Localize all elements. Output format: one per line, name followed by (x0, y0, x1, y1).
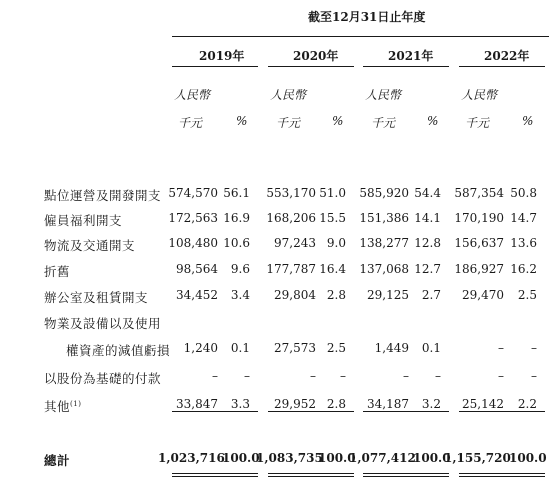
amount-cell: 186,927 (454, 262, 504, 276)
amount-cell: 1,240 (183, 341, 218, 355)
currency-2021: 人民幣 (365, 88, 402, 102)
year-2020: 2020年 (293, 49, 339, 63)
currency-2022: 人民幣 (461, 88, 498, 102)
total-double-rule-2019-b (172, 476, 258, 477)
amount-cell: 34,187 (367, 397, 409, 411)
percent-cell: 56.1 (223, 186, 250, 200)
amount-cell: 29,952 (274, 397, 316, 411)
row-label: 物業及設備以及使用 (44, 316, 162, 331)
amount-cell: 98,564 (176, 262, 218, 276)
total-amount-cell: 1,083,735 (256, 451, 323, 465)
amount-cell: 156,637 (454, 236, 504, 250)
percent-cell: 12.7 (414, 262, 441, 276)
amount-cell: – (212, 369, 218, 383)
amount-cell: 33,847 (176, 397, 218, 411)
amount-cell: 108,480 (168, 236, 218, 250)
percent-cell: 9.0 (326, 236, 346, 250)
percent-cell: 14.7 (510, 211, 537, 225)
amount-cell: – (498, 341, 504, 355)
total-percent-cell: 100.0 (413, 451, 451, 465)
pct-2020: % (332, 114, 344, 128)
total-percent-cell: 100.0 (222, 451, 260, 465)
currency-2020: 人民幣 (270, 88, 307, 102)
amount-cell: 34,452 (176, 288, 218, 302)
sum-rule-2019 (172, 411, 258, 412)
percent-cell: 51.0 (319, 186, 346, 200)
percent-cell: 16.2 (510, 262, 537, 276)
amount-cell: – (310, 369, 316, 383)
amount-cell: 553,170 (266, 186, 316, 200)
pct-2022: % (522, 114, 534, 128)
total-label: 總計 (44, 453, 71, 468)
amount-cell: 587,354 (454, 186, 504, 200)
total-amount-cell: 1,155,720 (444, 451, 511, 465)
amount-cell: 177,787 (266, 262, 316, 276)
percent-cell: 3.3 (230, 397, 250, 411)
percent-cell: 12.8 (414, 236, 441, 250)
header-title-rule (172, 36, 549, 37)
sum-rule-2020 (268, 411, 354, 412)
amount-cell: 29,804 (274, 288, 316, 302)
amount-cell: 29,470 (462, 288, 504, 302)
pct-2021: % (427, 114, 439, 128)
percent-cell: 14.1 (414, 211, 441, 225)
row-label: 物流及交通開支 (44, 238, 136, 253)
total-double-rule-2020-b (268, 476, 354, 477)
year-rule-2019 (172, 66, 258, 67)
row-label: 折舊 (44, 264, 71, 279)
table-header-title: 截至12月31日止年度 (308, 10, 426, 24)
percent-cell: 2.2 (517, 397, 537, 411)
unit-2019: 千元 (178, 116, 203, 130)
total-double-rule-2019-a (172, 473, 258, 474)
percent-cell: – (531, 341, 537, 355)
amount-cell: – (403, 369, 409, 383)
percent-cell: 54.4 (414, 186, 441, 200)
unit-2020: 千元 (276, 116, 301, 130)
year-rule-2020 (268, 66, 354, 67)
row-label: 其他$^{(1)}$ (44, 399, 82, 414)
percent-cell: 15.5 (319, 211, 346, 225)
total-amount-cell: 1,023,716 (158, 451, 225, 465)
year-2022: 2022年 (484, 49, 530, 63)
amount-cell: 29,125 (367, 288, 409, 302)
percent-cell: 0.1 (230, 341, 250, 355)
year-2019: 2019年 (199, 49, 245, 63)
total-double-rule-2020-a (268, 473, 354, 474)
total-double-rule-2021-b (363, 476, 449, 477)
row-label: 點位運營及開發開支 (44, 188, 162, 203)
amount-cell: 27,573 (274, 341, 316, 355)
percent-cell: 3.4 (230, 288, 250, 302)
total-double-rule-2021-a (363, 473, 449, 474)
percent-cell: 16.4 (319, 262, 346, 276)
year-rule-2022 (459, 66, 545, 67)
amount-cell: – (498, 369, 504, 383)
percent-cell: 50.8 (510, 186, 537, 200)
total-double-rule-2022-a (459, 473, 545, 474)
percent-cell: 9.6 (230, 262, 250, 276)
percent-cell: 13.6 (510, 236, 537, 250)
percent-cell: 2.8 (326, 288, 346, 302)
percent-cell: – (244, 369, 250, 383)
percent-cell: 0.1 (421, 341, 441, 355)
percent-cell: 10.6 (223, 236, 250, 250)
amount-cell: 138,277 (359, 236, 409, 250)
sum-rule-2022 (459, 411, 545, 412)
amount-cell: 25,142 (462, 397, 504, 411)
row-label: 僱員福利開支 (44, 213, 123, 228)
amount-cell: 585,920 (359, 186, 409, 200)
row-label: 以股份為基礎的付款 (44, 371, 162, 386)
total-double-rule-2022-b (459, 476, 545, 477)
year-2021: 2021年 (388, 49, 434, 63)
year-rule-2021 (363, 66, 449, 67)
percent-cell: 2.8 (326, 397, 346, 411)
amount-cell: 151,386 (359, 211, 409, 225)
unit-2022: 千元 (465, 116, 490, 130)
percent-cell: – (340, 369, 346, 383)
amount-cell: 172,563 (168, 211, 218, 225)
percent-cell: 2.5 (326, 341, 346, 355)
percent-cell: – (435, 369, 441, 383)
row-label: 權資產的減值虧損 (66, 343, 171, 358)
percent-cell: 2.7 (421, 288, 441, 302)
percent-cell: 3.2 (421, 397, 441, 411)
row-label: 辦公室及租賃開支 (44, 290, 149, 305)
total-amount-cell: 1,077,412 (349, 451, 416, 465)
pct-2019: % (236, 114, 248, 128)
amount-cell: 574,570 (168, 186, 218, 200)
amount-cell: 97,243 (274, 236, 316, 250)
currency-2019: 人民幣 (174, 88, 211, 102)
total-percent-cell: 100.0 (509, 451, 547, 465)
amount-cell: 168,206 (266, 211, 316, 225)
unit-2021: 千元 (371, 116, 396, 130)
percent-cell: 2.5 (517, 288, 537, 302)
total-percent-cell: 100.0 (318, 451, 356, 465)
amount-cell: 1,449 (374, 341, 409, 355)
sum-rule-2021 (363, 411, 449, 412)
percent-cell: 16.9 (223, 211, 250, 225)
footnote-marker: (1) (70, 399, 82, 408)
amount-cell: 137,068 (359, 262, 409, 276)
amount-cell: 170,190 (454, 211, 504, 225)
percent-cell: – (531, 369, 537, 383)
